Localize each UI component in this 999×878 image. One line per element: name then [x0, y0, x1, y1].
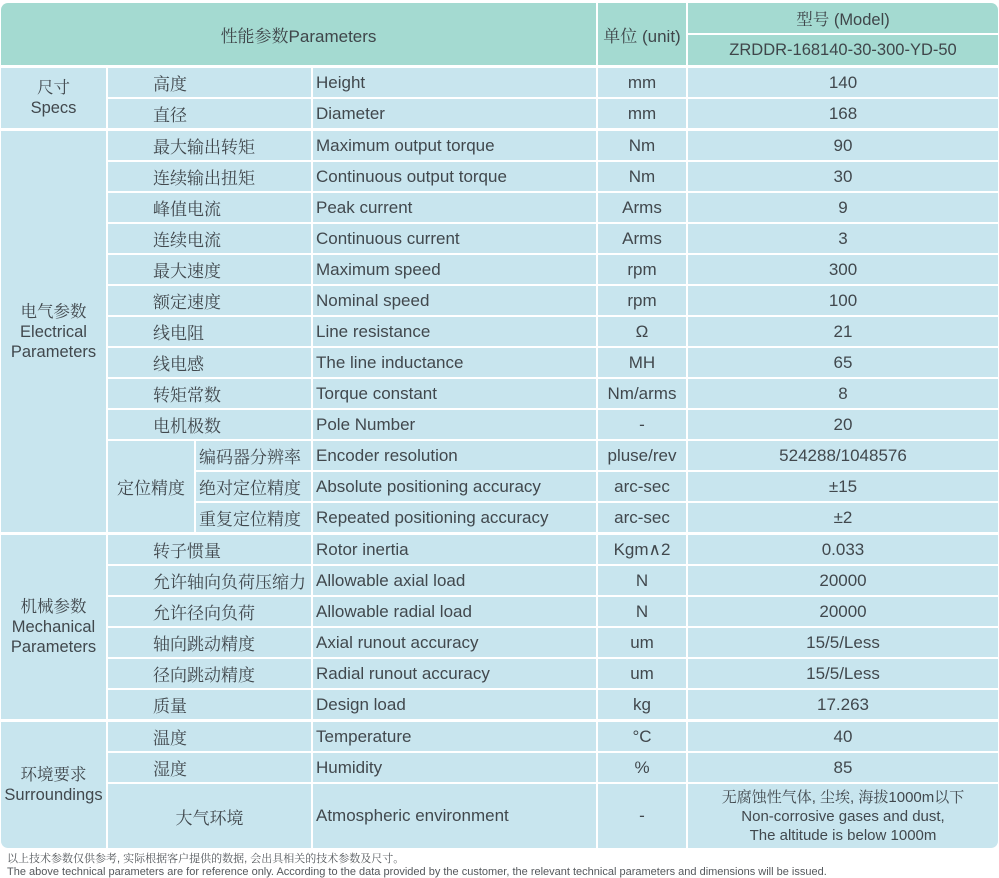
param-name-cn: 允许径向负荷	[108, 597, 311, 626]
section-electrical	[1, 131, 998, 532]
header-unit: 单位 (unit)	[598, 3, 686, 65]
param-name-cn: 温度	[108, 722, 311, 751]
section-label-electrical	[1, 131, 106, 532]
value-cell: 140	[688, 68, 998, 97]
param-name-cn: 额定速度	[108, 286, 311, 315]
param-name-cn: 最大输出转矩	[108, 131, 311, 160]
param-name-en: Absolute positioning accuracy	[313, 472, 596, 501]
unit-cell: Arms	[598, 193, 686, 222]
param-name-cn: 连续电流	[108, 224, 311, 253]
unit-cell: N	[598, 566, 686, 595]
section-surroundings	[1, 722, 998, 848]
param-name-cn: 电机极数	[108, 410, 311, 439]
value-cell: 15/5/Less	[688, 659, 998, 688]
param-name-en: Diameter	[313, 99, 596, 128]
param-name-cn: 绝对定位精度	[196, 472, 311, 501]
value-cell: 40	[688, 722, 998, 751]
footer-note-cn: 以上技术参数仅供参考, 实际根据客户提供的数据, 会出具相关的技术参数及尺寸。	[7, 853, 998, 866]
unit-cell: mm	[598, 68, 686, 97]
value-cell: 65	[688, 348, 998, 377]
param-name-en: Continuous output torque	[313, 162, 596, 191]
unit-cell: Nm	[598, 131, 686, 160]
param-name-en: Pole Number	[313, 410, 596, 439]
unit-cell: Arms	[598, 224, 686, 253]
param-name-en: Repeated positioning accuracy	[313, 503, 596, 532]
section-label-line: Mechanical	[12, 617, 95, 637]
unit-cell: mm	[598, 99, 686, 128]
param-name-cn: 转矩常数	[108, 379, 311, 408]
header-parameters: 性能参数Parameters	[1, 3, 596, 65]
unit-cell: rpm	[598, 255, 686, 284]
param-name-cn: 质量	[108, 690, 311, 719]
param-name-en: Torque constant	[313, 379, 596, 408]
param-name-cn: 大气环境	[108, 784, 311, 848]
param-name-en: Height	[313, 68, 596, 97]
value-cell: ±2	[688, 503, 998, 532]
unit-cell: %	[598, 753, 686, 782]
unit-cell: Ω	[598, 317, 686, 346]
param-name-cn: 连续输出扭矩	[108, 162, 311, 191]
value-cell: 30	[688, 162, 998, 191]
unit-cell: °C	[598, 722, 686, 751]
footer-notes	[7, 853, 998, 878]
param-name-en: Radial runout accuracy	[313, 659, 596, 688]
param-name-en: Allowable radial load	[313, 597, 596, 626]
positioning-accuracy-group-label: 定位精度	[108, 441, 194, 532]
value-cell: 524288/1048576	[688, 441, 998, 470]
value-cell: 15/5/Less	[688, 628, 998, 657]
unit-cell: arc-sec	[598, 472, 686, 501]
section-label-line: Parameters	[11, 342, 96, 362]
section-label-line: Parameters	[11, 637, 96, 657]
value-cell: 300	[688, 255, 998, 284]
value-line: Non-corrosive gases and dust,	[741, 807, 944, 826]
model-value: ZRDDR-168140-30-300-YD-50	[688, 35, 998, 65]
value-cell: 17.263	[688, 690, 998, 719]
param-name-cn: 转子惯量	[108, 535, 311, 564]
value-cell: ±15	[688, 472, 998, 501]
section-label-line: 环境要求	[21, 765, 87, 785]
value-cell	[688, 784, 998, 848]
section-label-specs	[1, 68, 106, 128]
section-label-line: Specs	[31, 98, 77, 118]
value-cell: 90	[688, 131, 998, 160]
param-name-en: Design load	[313, 690, 596, 719]
footer-note-en: The above technical parameters are for reference only. According to the data provided by the customer, the relevant technical parameters and dimensions will be issued.	[7, 866, 998, 878]
unit-cell: N	[598, 597, 686, 626]
section-mechanical	[1, 535, 998, 719]
table-header	[1, 3, 998, 65]
value-cell: 20000	[688, 597, 998, 626]
param-name-en: Peak current	[313, 193, 596, 222]
param-name-en: Humidity	[313, 753, 596, 782]
param-name-en: Maximum output torque	[313, 131, 596, 160]
value-line: The altitude is below 1000m	[750, 826, 937, 845]
value-cell: 20	[688, 410, 998, 439]
param-name-cn: 轴向跳动精度	[108, 628, 311, 657]
param-name-en: Axial runout accuracy	[313, 628, 596, 657]
header-model-column	[688, 3, 998, 65]
param-name-cn: 编码器分辨率	[196, 441, 311, 470]
unit-cell: -	[598, 410, 686, 439]
param-name-en: Nominal speed	[313, 286, 596, 315]
param-name-en: Temperature	[313, 722, 596, 751]
unit-cell: Nm/arms	[598, 379, 686, 408]
param-name-en: Atmospheric environment	[313, 784, 596, 848]
value-line: 无腐蚀性气体, 尘埃, 海拔1000m以下	[722, 788, 965, 807]
param-name-en: Allowable axial load	[313, 566, 596, 595]
param-name-en: The line inductance	[313, 348, 596, 377]
unit-cell: -	[598, 784, 686, 848]
value-cell: 9	[688, 193, 998, 222]
param-name-cn: 径向跳动精度	[108, 659, 311, 688]
unit-cell: kg	[598, 690, 686, 719]
unit-cell: MH	[598, 348, 686, 377]
param-name-en: Rotor inertia	[313, 535, 596, 564]
section-label-line: Surroundings	[4, 785, 102, 805]
unit-cell: um	[598, 628, 686, 657]
param-name-cn: 最大速度	[108, 255, 311, 284]
unit-cell: um	[598, 659, 686, 688]
value-cell: 21	[688, 317, 998, 346]
param-name-cn: 直径	[108, 99, 311, 128]
model-label: 型号 (Model)	[688, 3, 998, 33]
value-cell: 3	[688, 224, 998, 253]
param-name-cn: 允许轴向负荷压缩力	[108, 566, 311, 595]
param-name-en: Maximum speed	[313, 255, 596, 284]
section-label-mechanical	[1, 535, 106, 719]
spec-table	[1, 3, 998, 848]
param-name-en: Line resistance	[313, 317, 596, 346]
param-name-en: Continuous current	[313, 224, 596, 253]
section-label-surroundings	[1, 722, 106, 848]
value-cell: 8	[688, 379, 998, 408]
param-name-cn: 线电感	[108, 348, 311, 377]
param-name-cn: 峰值电流	[108, 193, 311, 222]
value-cell: 20000	[688, 566, 998, 595]
unit-cell: Kgm∧2	[598, 535, 686, 564]
param-name-cn: 线电阻	[108, 317, 311, 346]
section-label-line: 电气参数	[21, 302, 87, 322]
param-name-cn: 湿度	[108, 753, 311, 782]
section-specs	[1, 68, 998, 128]
param-name-cn: 高度	[108, 68, 311, 97]
value-cell: 100	[688, 286, 998, 315]
section-label-line: 尺寸	[37, 78, 70, 98]
value-cell: 85	[688, 753, 998, 782]
section-label-line: Electrical	[20, 322, 87, 342]
unit-cell: arc-sec	[598, 503, 686, 532]
unit-cell: pluse/rev	[598, 441, 686, 470]
unit-cell: rpm	[598, 286, 686, 315]
value-cell: 0.033	[688, 535, 998, 564]
param-name-cn: 重复定位精度	[196, 503, 311, 532]
unit-cell: Nm	[598, 162, 686, 191]
section-label-line: 机械参数	[21, 597, 87, 617]
param-name-en: Encoder resolution	[313, 441, 596, 470]
value-cell: 168	[688, 99, 998, 128]
